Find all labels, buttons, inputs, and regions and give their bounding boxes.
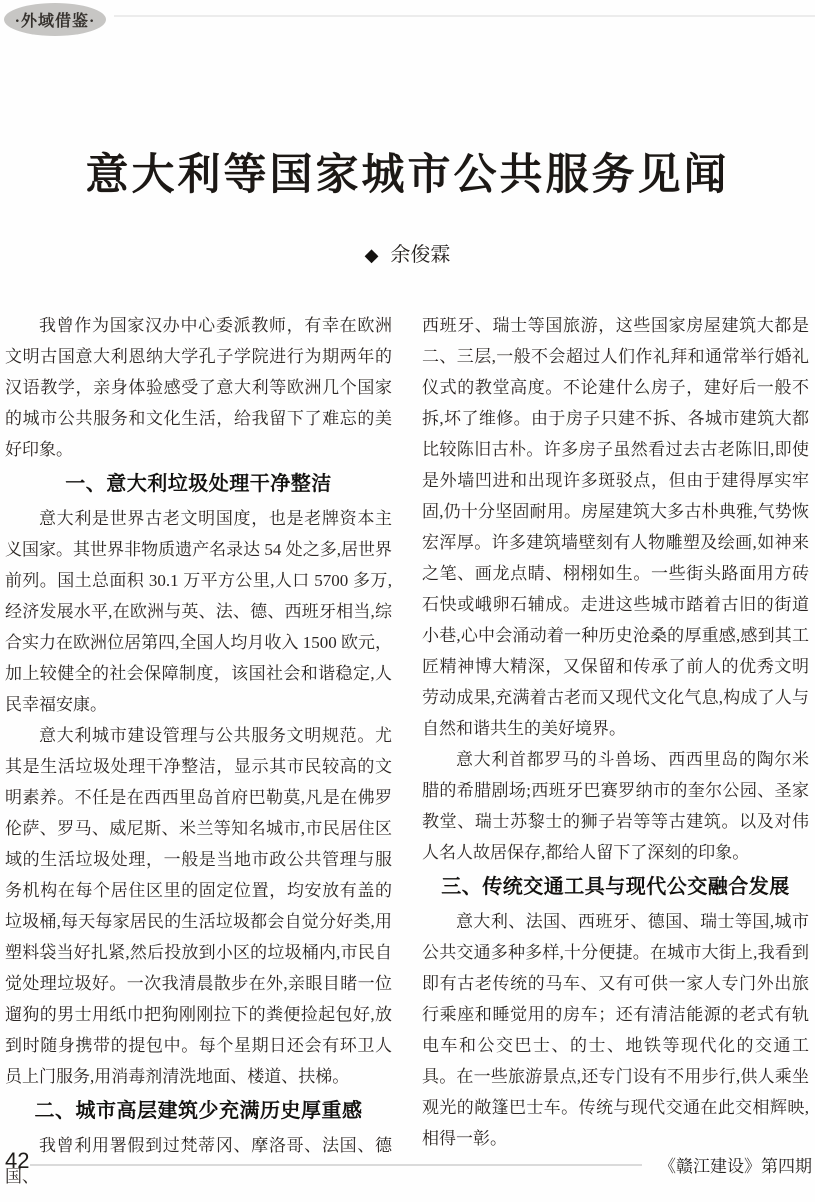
right-column [422, 310, 809, 1192]
page-number: 42 [5, 1148, 30, 1173]
author-byline [0, 238, 815, 267]
section-heading-3: 三、传统交通工具与现代公交融合发展 [441, 876, 790, 898]
left-column [5, 310, 392, 1192]
paragraph: 意大利首都罗马的斗兽场、西西里岛的陶尔米腊的希腊剧场;西班牙巴赛罗纳市的奎尔公园、圣家教堂、瑞士苏黎士的狮子岩等等古建筑。以及对伟人名人故居保存,都给人留下了深刻的印象。 [422, 750, 809, 862]
paragraph: 我曾作为国家汉办中心委派教师，有幸在欧洲文明古国意大利恩纳大学孔子学院进行为期两年的汉语教学，亲身体验感受了意大利等欧洲几个国家的城市公共服务和文化生活，给我留下了难忘的美好印象。 [5, 316, 392, 459]
paragraph: 意大利是世界古老文明国度，也是老牌资本主义国家。其世界非物质遗产名录达 54 处之多,居世界前列。国土总面积 30.1 万平方公里,人口 5700 多万,经济发展水平,在欧洲与英、法、德、西班牙相当,综合实力在欧洲位居第四,全国人均月收入 1500 欧元，加上较健全的社会保障制度，该国社会和谐稳定,人民幸福安康。 [5, 509, 392, 714]
paragraph-continuation: 西班牙、瑞士等国旅游，这些国家房屋建筑大都是二、三层,一般不会超过人们作礼拜和通常举行婚礼仪式的教堂高度。不论建什么房子，建好后一般不拆,坏了维修。由于房子只建不拆、各城市建筑大都比较陈旧古朴。许多房子虽然看过去古老陈旧,即使是外墙凹进和出现许多斑驳点，但由于建得厚实牢固,仍十分坚固耐用。房屋建筑大多古朴典雅,气势恢宏浑厚。许多建筑墙壁刻有人物雕塑及绘画,如神来之笔、画龙点睛、栩栩如生。一些街头路面用方砖石快或峨卵石辅成。走进这些城市踏着古旧的街道小巷,心中会涌动着一种历史沧桑的厚重感,感到其工匠精神博大精深，又保留和传承了前人的优秀文明劳动成果,充满着古老而又现代文化气息,构成了人与自然和谐共生的美好境界。 [422, 316, 809, 738]
paragraph: 我曾利用署假到过梵蒂冈、摩洛哥、法国、德国、 [5, 1136, 392, 1186]
diamond-icon: ◆ [364, 245, 379, 265]
section-heading-2: 二、城市高层建筑少充满历史厚重感 [34, 1100, 363, 1122]
author-name: 余俊霖 [390, 244, 451, 266]
article-body [5, 310, 809, 1192]
section-heading-1: 一、意大利垃圾处理干净整洁 [65, 473, 332, 495]
article-title: 意大利等国家城市公共服务见闻 [85, 151, 730, 199]
footer-rule [30, 1164, 642, 1166]
section-badge-label: ·外域借鉴· [14, 13, 96, 30]
section-badge [4, 3, 106, 36]
header-rule [114, 15, 815, 17]
paragraph: 意大利、法国、西班牙、德国、瑞士等国,城市公共交通多种多样,十分便捷。在城市大街上,我看到即有古老传统的马车、又有可供一家人专门外出旅行乘座和睡觉用的房车；还有清洁能源的老式有轨电车和公交巴士、的士、地铁等现代化的交通工具。在一些旅游景点,还专门设有不用步行,供人乘坐观光的敞篷巴士车。传统与现代交通在此交相辉映,相得一彰。 [422, 912, 809, 1148]
journal-title: 《赣江建设》第四期 [659, 1157, 812, 1176]
paragraph: 意大利城市建设管理与公共服务文明规范。尤其是生活垃圾处理干净整洁，显示其市民较高的文明素养。不任是在西西里岛首府巴勒莫,凡是在佛罗伦萨、罗马、威尼斯、米兰等知名城市,市民居住区域的生活垃圾处理，一般是当地市政公共管理与服务机构在每个居住区里的固定位置，均安放有盖的垃圾桶,每天每家居民的生活垃圾都会自觉分好类,用塑料袋当好扎紧,然后投放到小区的垃圾桶内,市民自觉处理垃圾好。一次我清晨散步在外,亲眼目睹一位遛狗的男士用纸巾把狗刚刚拉下的粪便捡起包好,放到时随身携带的提包中。每个星期日还会有环卫人员上门服务,用消毒剂清洗地面、楼道、扶梯。 [5, 726, 392, 1086]
